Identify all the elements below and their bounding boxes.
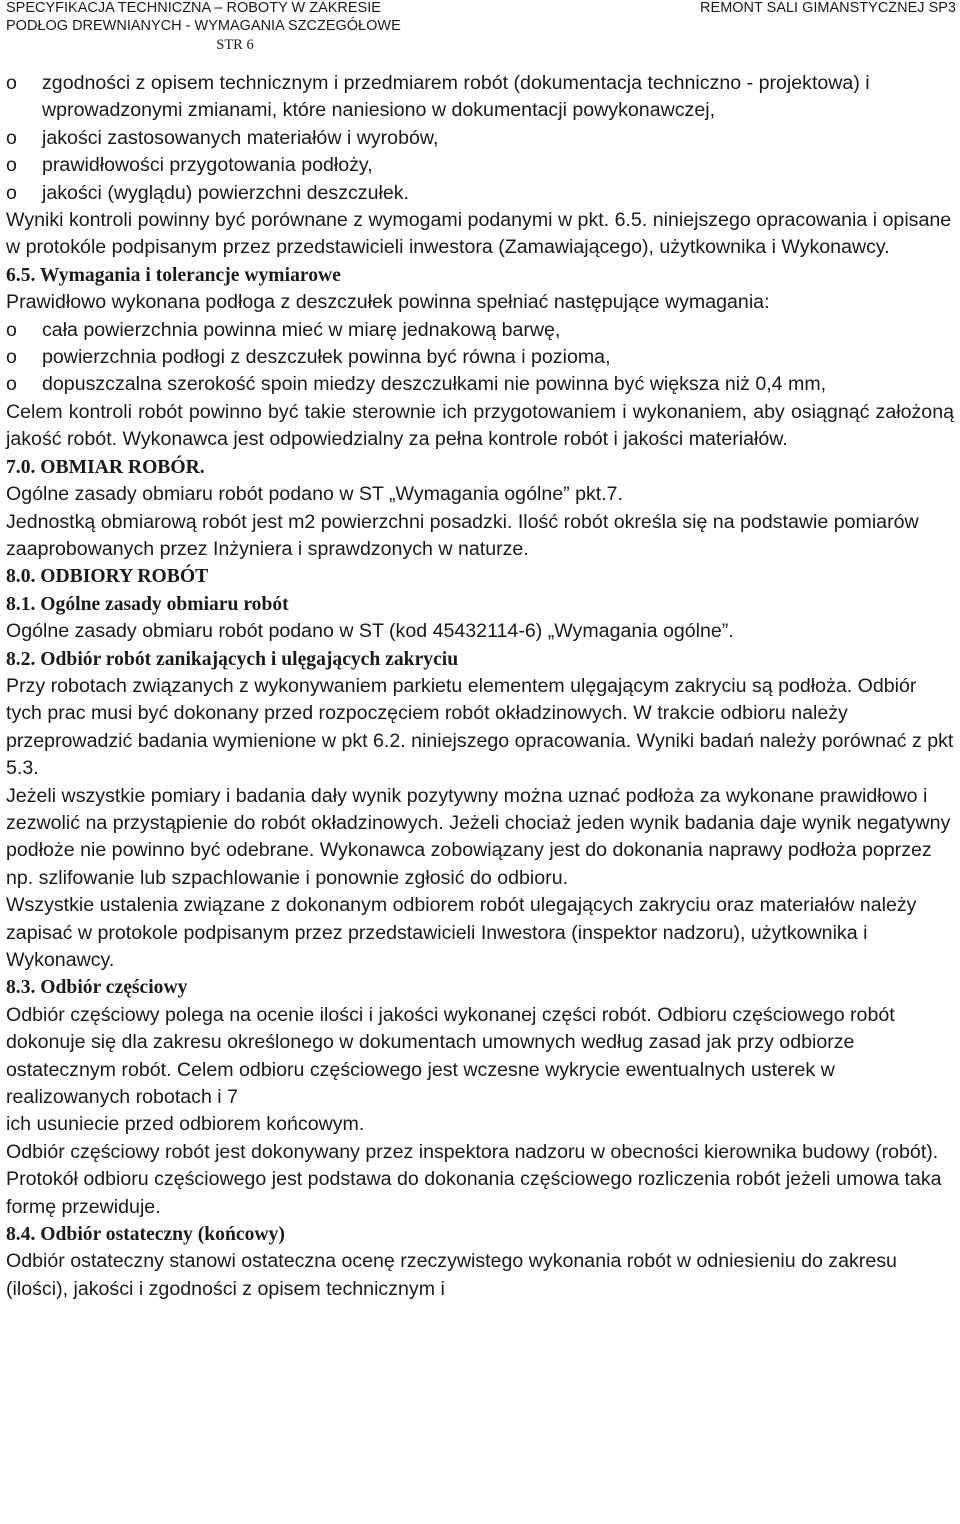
subsection-heading: 8.3. Odbiór częściowy <box>6 977 188 999</box>
paragraph: Odbiór częściowy polega na ocenie ilości i jakości wykonanej części robót. Odbioru częściowego robót dokonuje się dla zakresu określonego w dokumentach umownych według zasad jak przy odbiorze ostatecznym robót. Celem odbioru częściowego jest wczesne wykrycie ewentualnych usterek w realizowanych robotach i 7 <box>6 1003 895 1109</box>
document-body <box>6 70 954 1303</box>
header-page-number: STR 6 <box>216 37 254 53</box>
bullet-marker: o <box>6 126 17 149</box>
paragraph: Jeżeli wszystkie pomiary i badania dały wynik pozytywny można uznać podłoża za wykonane prawidłowo i zezwolić na przystąpienie do robót okładzinowych. Jeżeli chociaż jeden wynik badania daje wynik negatywny podłoże nie powinno być odebrane. Wykonawca zobowiązany jest do dokonania naprawy podłoża poprzez np. szlifowanie lub szpachlowanie i ponownie zgłosić do odbioru. <box>6 784 951 889</box>
paragraph: Przy robotach związanych z wykonywaniem parkietu elementem ulęgającym zakryciu są podłoża. Odbiór tych prac musi być dokonany przed rozpoczęciem robót okładzinowych. W trakcie odbioru należy przeprowadzić badania wymienione w pkt 6.2. niniejszego opracowania. Wyniki badań należy porównać z pkt 5.3. <box>6 674 954 780</box>
header-title-line1: SPECYFIKACJA TECHNICZNA – ROBOTY W ZAKRESIE <box>6 0 381 16</box>
section-heading: 6.5. Wymagania i tolerancje wymiarowe <box>6 264 341 286</box>
list-item-text: powierzchnia podłogi z deszczułek powinna być równa i pozioma, <box>42 346 611 369</box>
paragraph: Odbiór częściowy robót jest dokonywany przez inspektora nadzoru w obecności kierownika budowy (robót). <box>6 1140 939 1163</box>
list-item <box>6 152 954 179</box>
list-item-text: zgodności z opisem technicznym i przedmiarem robót (dokumentacja techniczno - projektowa) i wprowadzonymi zmianami, które naniesiono w dokumentacji powykonawczej, <box>42 72 870 122</box>
bullet-marker: o <box>6 154 17 177</box>
paragraph: Wszystkie ustalenia związane z dokonanym odbiorem robót ulegających zakryciu oraz materiałów należy zapisać w protokole podpisanym przez przedstawicieli Inwestora (inspektor nadzoru), użytkownika i Wykonawcy. <box>6 894 917 971</box>
list-item-text: prawidłowości przygotowania podłoży, <box>42 154 373 177</box>
paragraph: Ogólne zasady obmiaru robót podano w ST „Wymagania ogólne” pkt.7. <box>6 483 624 506</box>
bullet-marker: o <box>6 346 17 369</box>
list-item-text: jakości (wyglądu) powierzchni deszczułek. <box>42 181 409 204</box>
bullet-marker: o <box>6 72 17 94</box>
bullet-marker: o <box>6 181 17 204</box>
section-heading: 7.0. OBMIAR ROBÓR. <box>6 456 205 478</box>
list-item <box>6 371 954 398</box>
subsection-heading: 8.2. Odbiór robót zanikających i ulęgających zakryciu <box>6 648 459 670</box>
paragraph: Ogólne zasady obmiaru robót podano w ST (kod 45432114-6) „Wymagania ogólne”. <box>6 620 734 643</box>
list-item <box>6 125 954 152</box>
header-title-line2: PODŁOG DREWNIANYCH - WYMAGANIA SZCZEGÓŁOWE <box>6 18 401 34</box>
list-item <box>6 317 954 344</box>
paragraph: Protokół odbioru częściowego jest podstawa do dokonania częściowego rozliczenia robót jeżeli umowa taka formę przewiduje. <box>6 1168 942 1218</box>
paragraph: Celem kontroli robót powinno być takie sterownie ich przygotowaniem i wykonaniem, aby osiągnąć założoną jakość robót. Wykonawca jest odpowiedzialny za pełna kontrole robót i jakości materiałów. <box>6 400 954 451</box>
list-item <box>6 70 954 125</box>
paragraph: Prawidłowo wykonana podłoga z deszczułek powinna spełniać następujące wymagania: <box>6 291 770 314</box>
page-header <box>0 0 960 58</box>
paragraph: Odbiór ostateczny stanowi ostateczna ocenę rzeczywistego wykonania robót w odniesieniu do zakresu (ilości), jakości i zgodności z opisem technicznym i <box>6 1250 897 1300</box>
paragraph: Wyniki kontroli powinny być porównane z wymogami podanymi w pkt. 6.5. niniejszego opracowania i opisane w protokóle podpisanym przez przedstawicieli inwestora (Zamawiającego), użytkownika i Wykonawcy. <box>6 209 952 259</box>
header-project-title: REMONT SALI GIMANSTYCZNEJ SP3 <box>700 0 956 16</box>
section-heading: 8.0. ODBIORY ROBÓT <box>6 566 209 588</box>
list-item <box>6 180 954 207</box>
bullet-marker: o <box>6 373 17 396</box>
list-item-text: dopuszczalna szerokość spoin miedzy deszczułkami nie powinna być większa niż 0,4 mm, <box>42 373 827 396</box>
paragraph: ich usuniecie przed odbiorem końcowym. <box>6 1113 365 1136</box>
subsection-heading: 8.4. Odbiór ostateczny (końcowy) <box>6 1224 285 1246</box>
list-item-text: jakości zastosowanych materiałów i wyrobów, <box>42 126 439 149</box>
paragraph: Jednostką obmiarową robót jest m2 powierzchni posadzki. Ilość robót określa się na podstawie pomiarów zaaprobowanych przez Inżyniera i sprawdzonych w naturze. <box>6 510 919 560</box>
list-item <box>6 344 954 371</box>
subsection-heading: 8.1. Ogólne zasady obmiaru robót <box>6 593 289 615</box>
list-item-text: cała powierzchnia powinna mieć w miarę jednakową barwę, <box>42 318 561 341</box>
bullet-marker: o <box>6 318 17 341</box>
